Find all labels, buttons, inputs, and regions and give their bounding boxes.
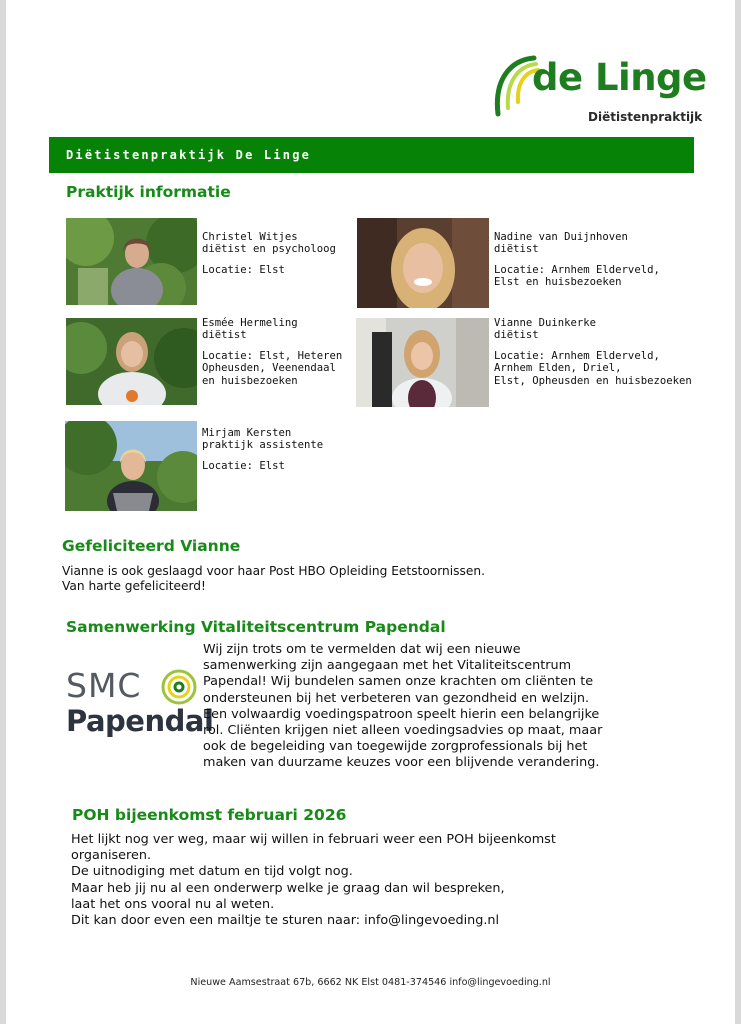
staff-role: diëtist [202, 329, 247, 342]
staff-location: Elst en huisbezoeken [494, 276, 622, 289]
staff-role: diëtist [494, 329, 539, 342]
smc-logo-top: SMC [66, 666, 142, 705]
praktijk-title: Praktijk informatie [66, 183, 231, 201]
newsletter-page [6, 0, 735, 1024]
staff-name: Vianne Duinkerke [494, 317, 597, 329]
staff-location: Arnhem Elden, Driel, [494, 362, 622, 375]
staff-location: en huisbezoeken [202, 374, 298, 387]
congrats-line: Vianne is ook geslaagd voor haar Post HBO Opleiding Eetstoornissen. [62, 564, 485, 578]
header-banner [49, 137, 694, 173]
smc-line: Papendal! Wij bundelen samen onze krachten om cliënten te [203, 674, 594, 690]
staff-location: Elst, Opheusden en huisbezoeken [494, 374, 692, 387]
logo-subtitle: Diëtistenpraktijk [588, 110, 703, 124]
de-linge-logo [490, 52, 707, 128]
staff-name: Christel Witjes [202, 231, 298, 243]
poh-text [71, 832, 556, 929]
staff-info-vianne [494, 317, 692, 387]
logo-title: de Linge [532, 56, 707, 99]
staff-location: Opheusden, Veenendaal [202, 362, 336, 375]
smc-title: Samenwerking Vitaliteitscentrum Papendal [66, 618, 446, 636]
staff-photo-christel [66, 218, 197, 305]
smc-rings-icon [160, 668, 198, 706]
staff-location: Locatie: Elst [202, 459, 285, 472]
staff-role: diëtist [494, 243, 539, 256]
poh-line: laat het ons vooral nu al weten. [71, 896, 275, 912]
congrats-line: Van harte gefeliciteerd! [62, 578, 206, 593]
smc-line: samenwerking zijn aangegaan met het Vitaliteitscentrum [203, 658, 572, 674]
poh-line: organiseren. [71, 848, 152, 864]
staff-info-mirjam [202, 427, 323, 472]
smc-line: ook de begeleiding van toegewijde zorgprofessionals bij het [203, 739, 588, 755]
staff-info-nadine [494, 231, 660, 289]
staff-location: Locatie: Arnhem Elderveld, [494, 349, 660, 362]
staff-photo-nadine [357, 218, 489, 308]
smc-line: maken van duurzame keuzes voor een blijvende verandering. [203, 755, 600, 771]
smc-line: rol. Cliënten krijgen niet alleen voedingsadvies op maat, maar [203, 723, 603, 739]
staff-location: Locatie: Elst [202, 263, 285, 276]
poh-title: POH bijeenkomst februari 2026 [72, 806, 347, 824]
banner-title: Diëtistenpraktijk De Linge [66, 148, 312, 162]
congrats-text [62, 564, 485, 593]
staff-name: Esmée Hermeling [202, 317, 298, 329]
poh-line: Maar heb jij nu al een onderwerp welke je graag dan wil bespreken, [71, 880, 505, 896]
poh-line: Het lijkt nog ver weg, maar wij willen in februari weer een POH bijeenkomst [71, 832, 556, 847]
congrats-title: Gefeliciteerd Vianne [62, 537, 241, 555]
poh-line: Dit kan door even een mailtje te sturen naar: info@lingevoeding.nl [71, 913, 500, 929]
staff-info-christel [202, 231, 336, 276]
staff-location: Locatie: Elst, Heteren [202, 349, 343, 362]
staff-name: Nadine van Duijnhoven [494, 231, 628, 243]
staff-name: Mirjam Kersten [202, 427, 292, 439]
smc-line: Wij zijn trots om te vermelden dat wij een nieuwe [203, 642, 521, 657]
staff-location: Locatie: Arnhem Elderveld, [494, 263, 660, 276]
smc-text [203, 642, 602, 772]
staff-info-esmee [202, 317, 342, 387]
poh-line: De uitnodiging met datum en tijd volgt nog. [71, 864, 353, 880]
smc-line: Een volwaardig voedingspatroon speelt hierin een belangrijke [203, 706, 600, 722]
footer-contact: Nieuwe Aamsestraat 67b, 6662 NK Elst 0481-374546 info@lingevoeding.nl [190, 977, 551, 988]
staff-photo-mirjam [65, 421, 197, 511]
smc-line: ondersteunen bij het verbeteren van gezondheid en welzijn. [203, 690, 590, 706]
staff-photo-vianne [356, 318, 489, 407]
staff-photo-esmee [66, 318, 197, 405]
smc-papendal-logo [64, 666, 214, 746]
staff-role: diëtist en psycholoog [202, 243, 336, 256]
smc-logo-bottom: Papendal [66, 704, 214, 738]
staff-role: praktijk assistente [202, 439, 324, 452]
